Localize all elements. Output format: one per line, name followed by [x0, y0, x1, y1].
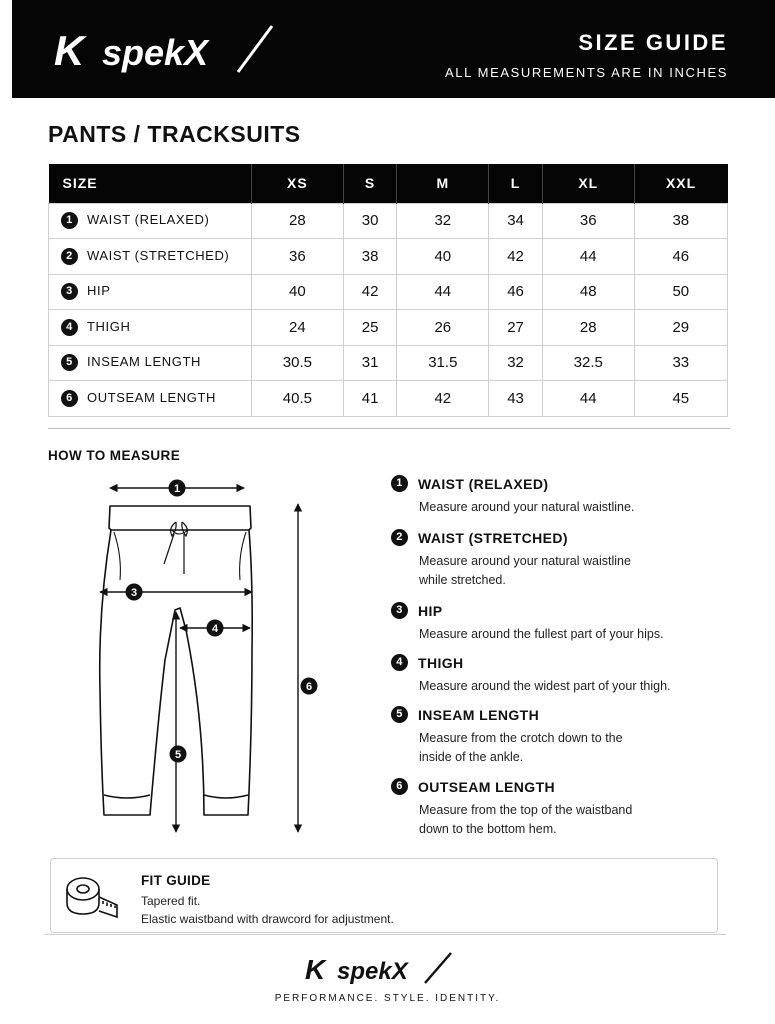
footer-logo: [303, 950, 455, 986]
number-badge: 5: [61, 354, 78, 371]
instruction-line: down to the bottom hem.: [419, 822, 557, 836]
table-cell: 46: [489, 274, 543, 310]
table-cell: 30.5: [252, 345, 344, 381]
footer-logo-word: spekX: [337, 958, 408, 985]
table-cell: 42: [397, 381, 489, 417]
row-label: [49, 239, 252, 275]
header-title: SIZE GUIDE: [578, 30, 728, 55]
logo-k: K: [54, 27, 85, 74]
footer-divider: [44, 934, 726, 935]
svg-text:4: 4: [211, 623, 219, 635]
col-xl: XL: [542, 164, 634, 203]
table-cell: 33: [634, 345, 727, 381]
number-badge: 1: [61, 212, 78, 229]
row-label: [49, 381, 252, 417]
instruction-inseam: [391, 706, 741, 767]
number-badge: 5: [391, 706, 408, 723]
section-divider: [48, 428, 730, 429]
section-title: PANTS / TRACKSUITS: [48, 121, 301, 147]
diagram-marker-1: [169, 480, 186, 497]
table-cell: 44: [542, 381, 634, 417]
instruction-line: Measure around the widest part of your thigh.: [419, 679, 671, 693]
table-cell: 38: [343, 239, 397, 275]
table-cell: 28: [542, 310, 634, 346]
brand-logo: [52, 22, 277, 78]
number-badge: 6: [391, 778, 408, 795]
table-cell: 45: [634, 381, 727, 417]
svg-text:3: 3: [130, 587, 138, 599]
number-badge: 2: [391, 529, 408, 546]
instruction-line: Measure around your natural waistline: [419, 554, 631, 568]
number-badge: 3: [61, 283, 78, 300]
fit-guide-line-2: Elastic waistband with drawcord for adjustment.: [141, 912, 394, 926]
row-label: [49, 203, 252, 239]
number-badge: 1: [391, 475, 408, 492]
table-row: [49, 345, 728, 381]
table-cell: 24: [252, 310, 344, 346]
how-to-measure-title: HOW TO MEASURE: [48, 448, 181, 463]
table-cell: 40: [397, 239, 489, 275]
instruction-title: INSEAM LENGTH: [418, 706, 540, 723]
instruction-waist-relaxed: [391, 475, 741, 517]
table-cell: 25: [343, 310, 397, 346]
instruction-line: Measure from the top of the waistband: [419, 803, 633, 817]
row-label: [49, 345, 252, 381]
logo-word: spekX: [102, 32, 209, 73]
table-cell: 28: [252, 203, 344, 239]
footer-tagline: PERFORMANCE. STYLE. IDENTITY.: [274, 993, 501, 1004]
instruction-line: while stretched.: [419, 573, 506, 587]
col-xs: XS: [252, 164, 344, 203]
svg-text:5: 5: [174, 749, 182, 761]
table-cell: 48: [542, 274, 634, 310]
instruction-title: OUTSEAM LENGTH: [418, 778, 556, 795]
row-label-text: THIGH: [87, 318, 131, 334]
number-badge: 4: [61, 319, 78, 336]
instruction-line: Measure around the fullest part of your hips.: [419, 627, 664, 641]
instruction-title: HIP: [418, 602, 443, 619]
fit-guide-line-1: Tapered fit.: [141, 894, 201, 908]
row-label-text: OUTSEAM LENGTH: [87, 389, 217, 405]
table-cell: 42: [343, 274, 397, 310]
table-cell: 38: [634, 203, 727, 239]
row-label-text: INSEAM LENGTH: [87, 354, 201, 370]
measuring-tape-icon: [63, 873, 121, 921]
table-cell: 44: [542, 239, 634, 275]
col-s: S: [343, 164, 397, 203]
table-row: [49, 239, 728, 275]
instruction-waist-stretched: [391, 529, 741, 590]
header-banner: [12, 0, 775, 98]
table-cell: 40: [252, 274, 344, 310]
table-row: [49, 310, 728, 346]
instruction-title: WAIST (STRETCHED): [418, 529, 568, 546]
table-cell: 42: [489, 239, 543, 275]
col-l: L: [489, 164, 543, 203]
number-badge: 3: [391, 602, 408, 619]
table-row: [49, 274, 728, 310]
col-size: SIZE: [49, 164, 252, 203]
instruction-line: Measure around your natural waistline.: [419, 500, 635, 514]
table-cell: 44: [397, 274, 489, 310]
diagram-marker-6: [301, 678, 318, 695]
footer-logo-k: K: [305, 954, 326, 985]
instruction-title: WAIST (RELAXED): [418, 475, 549, 492]
row-label: [49, 274, 252, 310]
row-label-text: HIP: [87, 283, 111, 299]
size-table: [48, 164, 728, 417]
table-cell: 27: [489, 310, 543, 346]
fit-guide-box: [50, 858, 718, 933]
svg-text:1: 1: [173, 483, 181, 495]
header-subtitle: ALL MEASUREMENTS ARE IN INCHES: [444, 65, 728, 80]
table-cell: 34: [489, 203, 543, 239]
table-row: [49, 381, 728, 417]
instruction-line: inside of the ankle.: [419, 750, 524, 764]
pants-diagram: [92, 470, 332, 840]
col-m: M: [397, 164, 489, 203]
instruction-hip: [391, 602, 741, 644]
row-label-text: WAIST (RELAXED): [87, 212, 210, 228]
table-cell: 43: [489, 381, 543, 417]
table-cell: 50: [634, 274, 727, 310]
table-cell: 36: [252, 239, 344, 275]
diagram-marker-3: [126, 584, 143, 601]
table-row: [49, 203, 728, 239]
instruction-line: Measure from the crotch down to the: [419, 731, 623, 745]
table-cell: 26: [397, 310, 489, 346]
table-cell: 31.5: [397, 345, 489, 381]
table-cell: 30: [343, 203, 397, 239]
table-cell: 36: [542, 203, 634, 239]
number-badge: 2: [61, 248, 78, 265]
table-cell: 40.5: [252, 381, 344, 417]
col-xxl: XXL: [634, 164, 727, 203]
number-badge: 4: [391, 654, 408, 671]
table-cell: 41: [343, 381, 397, 417]
table-cell: 32: [397, 203, 489, 239]
number-badge: 6: [61, 390, 78, 407]
instruction-title: THIGH: [418, 654, 464, 671]
table-cell: 32.5: [542, 345, 634, 381]
row-label: [49, 310, 252, 346]
row-label-text: WAIST (STRETCHED): [87, 247, 230, 263]
table-cell: 46: [634, 239, 727, 275]
table-cell: 29: [634, 310, 727, 346]
size-table-header-row: [49, 164, 728, 203]
fit-guide-title: FIT GUIDE: [141, 873, 211, 888]
table-cell: 31: [343, 345, 397, 381]
instruction-outseam: [391, 778, 741, 839]
instruction-thigh: [391, 654, 741, 696]
diagram-marker-4: [207, 620, 224, 637]
svg-text:6: 6: [305, 681, 313, 693]
table-cell: 32: [489, 345, 543, 381]
diagram-marker-5: [170, 746, 187, 763]
